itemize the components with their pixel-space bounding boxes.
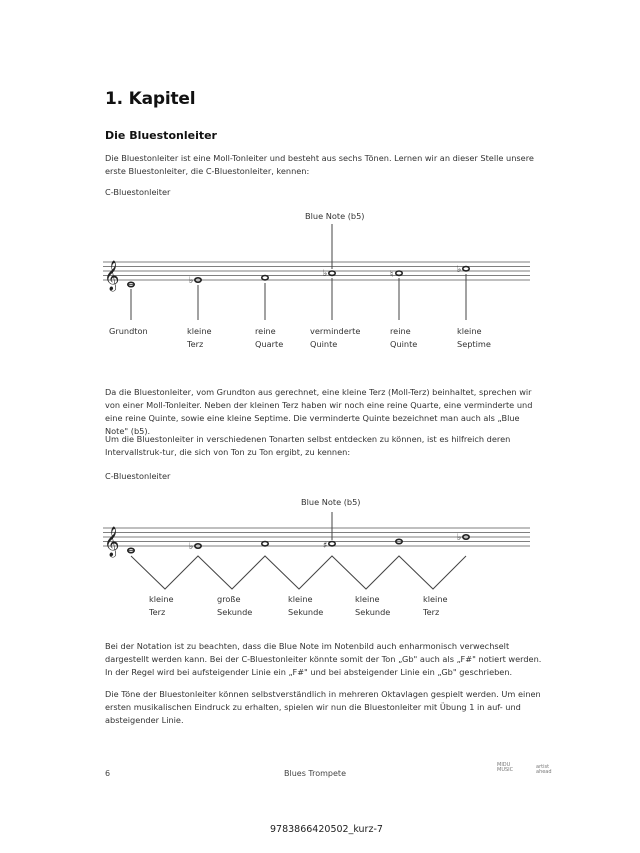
svg-text:♭: ♭ [457,533,462,543]
figure1-caption: C-Bluestonleiter [105,187,171,197]
publisher-logo-artist-ahead: artist ahead [536,764,552,775]
paragraph-intro: Die Bluestonleiter ist eine Moll-Tonleiter und besteht aus sechs Tönen. Lernen wir an dieser Stelle unsere erste Bluestonleiter, die C-Bluestonleiter, kennen: [105,153,534,176]
note-label: reine Quarte [255,326,284,349]
treble-clef-icon: 𝄞 [104,261,120,291]
svg-text:♮: ♮ [390,270,394,280]
note-label: kleine Terz [187,326,212,349]
interval-label: kleine Sekunde [355,594,391,617]
interval-label: kleine Sekunde [288,594,324,617]
paragraph-notation: Bei der Notation ist zu beachten, dass die Blue Note im Notenbild auch enharmonisch verwechselt dargestellt werden kann. Bei der C-Bluestonleiter könnte somit der Ton „Gb" auch als „F#" notiert werden. In der Regel wird bei aufsteigender Linie ein „F#" und bei absteigender Linie ein „Gb" geschrieben. [105,641,542,677]
blue-note-label-2: Blue Note (b5) [301,497,361,507]
paragraph-interval-structure: Um die Bluestonleiter in verschiedenen Tonarten selbst entdecken zu können, ist es hilfreich deren Intervallstruk-tur, die sich von Ton zu Ton ergibt, zu kennen: [105,434,511,457]
figure2-caption: C-Bluestonleiter [105,471,171,481]
interval-label: kleine Terz [423,594,448,617]
document-id: 9783866420502_kurz-7 [270,824,383,835]
book-title: Blues Trompete [284,769,346,778]
paragraph-octaves: Die Töne der Bluestonleiter können selbstverständlich in mehreren Oktavlagen gespielt werden. Um einen ersten musikalischen Eindruck zu erhalten, spielen wir nun die Bluestonleiter mit Übung 1 in auf- und absteigender Linie. [105,689,541,725]
svg-text:♭: ♭ [189,276,194,286]
section-title: Die Bluestonleiter [105,129,217,142]
svg-text:♭: ♭ [457,265,462,275]
note-label: kleine Septime [457,326,491,349]
note-label: reine Quinte [390,326,418,349]
note-label: Grundton [109,326,148,336]
publisher-logo-midu: MIDU MUSIC [497,762,514,773]
svg-text:♭: ♭ [323,269,328,279]
page-number: 6 [105,769,111,778]
svg-text:♭: ♭ [189,542,194,552]
treble-clef-icon: 𝄞 [104,527,120,557]
interval-label: kleine Terz [149,594,174,617]
note-label: verminderte Quinte [310,326,361,349]
svg-text:♯: ♯ [323,541,328,551]
chapter-title: 1. Kapitel [105,89,196,109]
interval-label: große Sekunde [217,594,253,617]
blue-note-label-1: Blue Note (b5) [305,211,365,221]
paragraph-interval-explanation: Da die Bluestonleiter, vom Grundton aus gerechnet, eine kleine Terz (Moll-Terz) beinhaltet, sprechen wir von einer Moll-Tonleiter. Neben der kleinen Terz haben wir noch eine reine Quarte, eine verminderte und eine reine Quinte, sowie eine kleine Septime. Die verminderte Quinte bezeichnet man auch als „Blue Note" (b5). [105,387,533,436]
